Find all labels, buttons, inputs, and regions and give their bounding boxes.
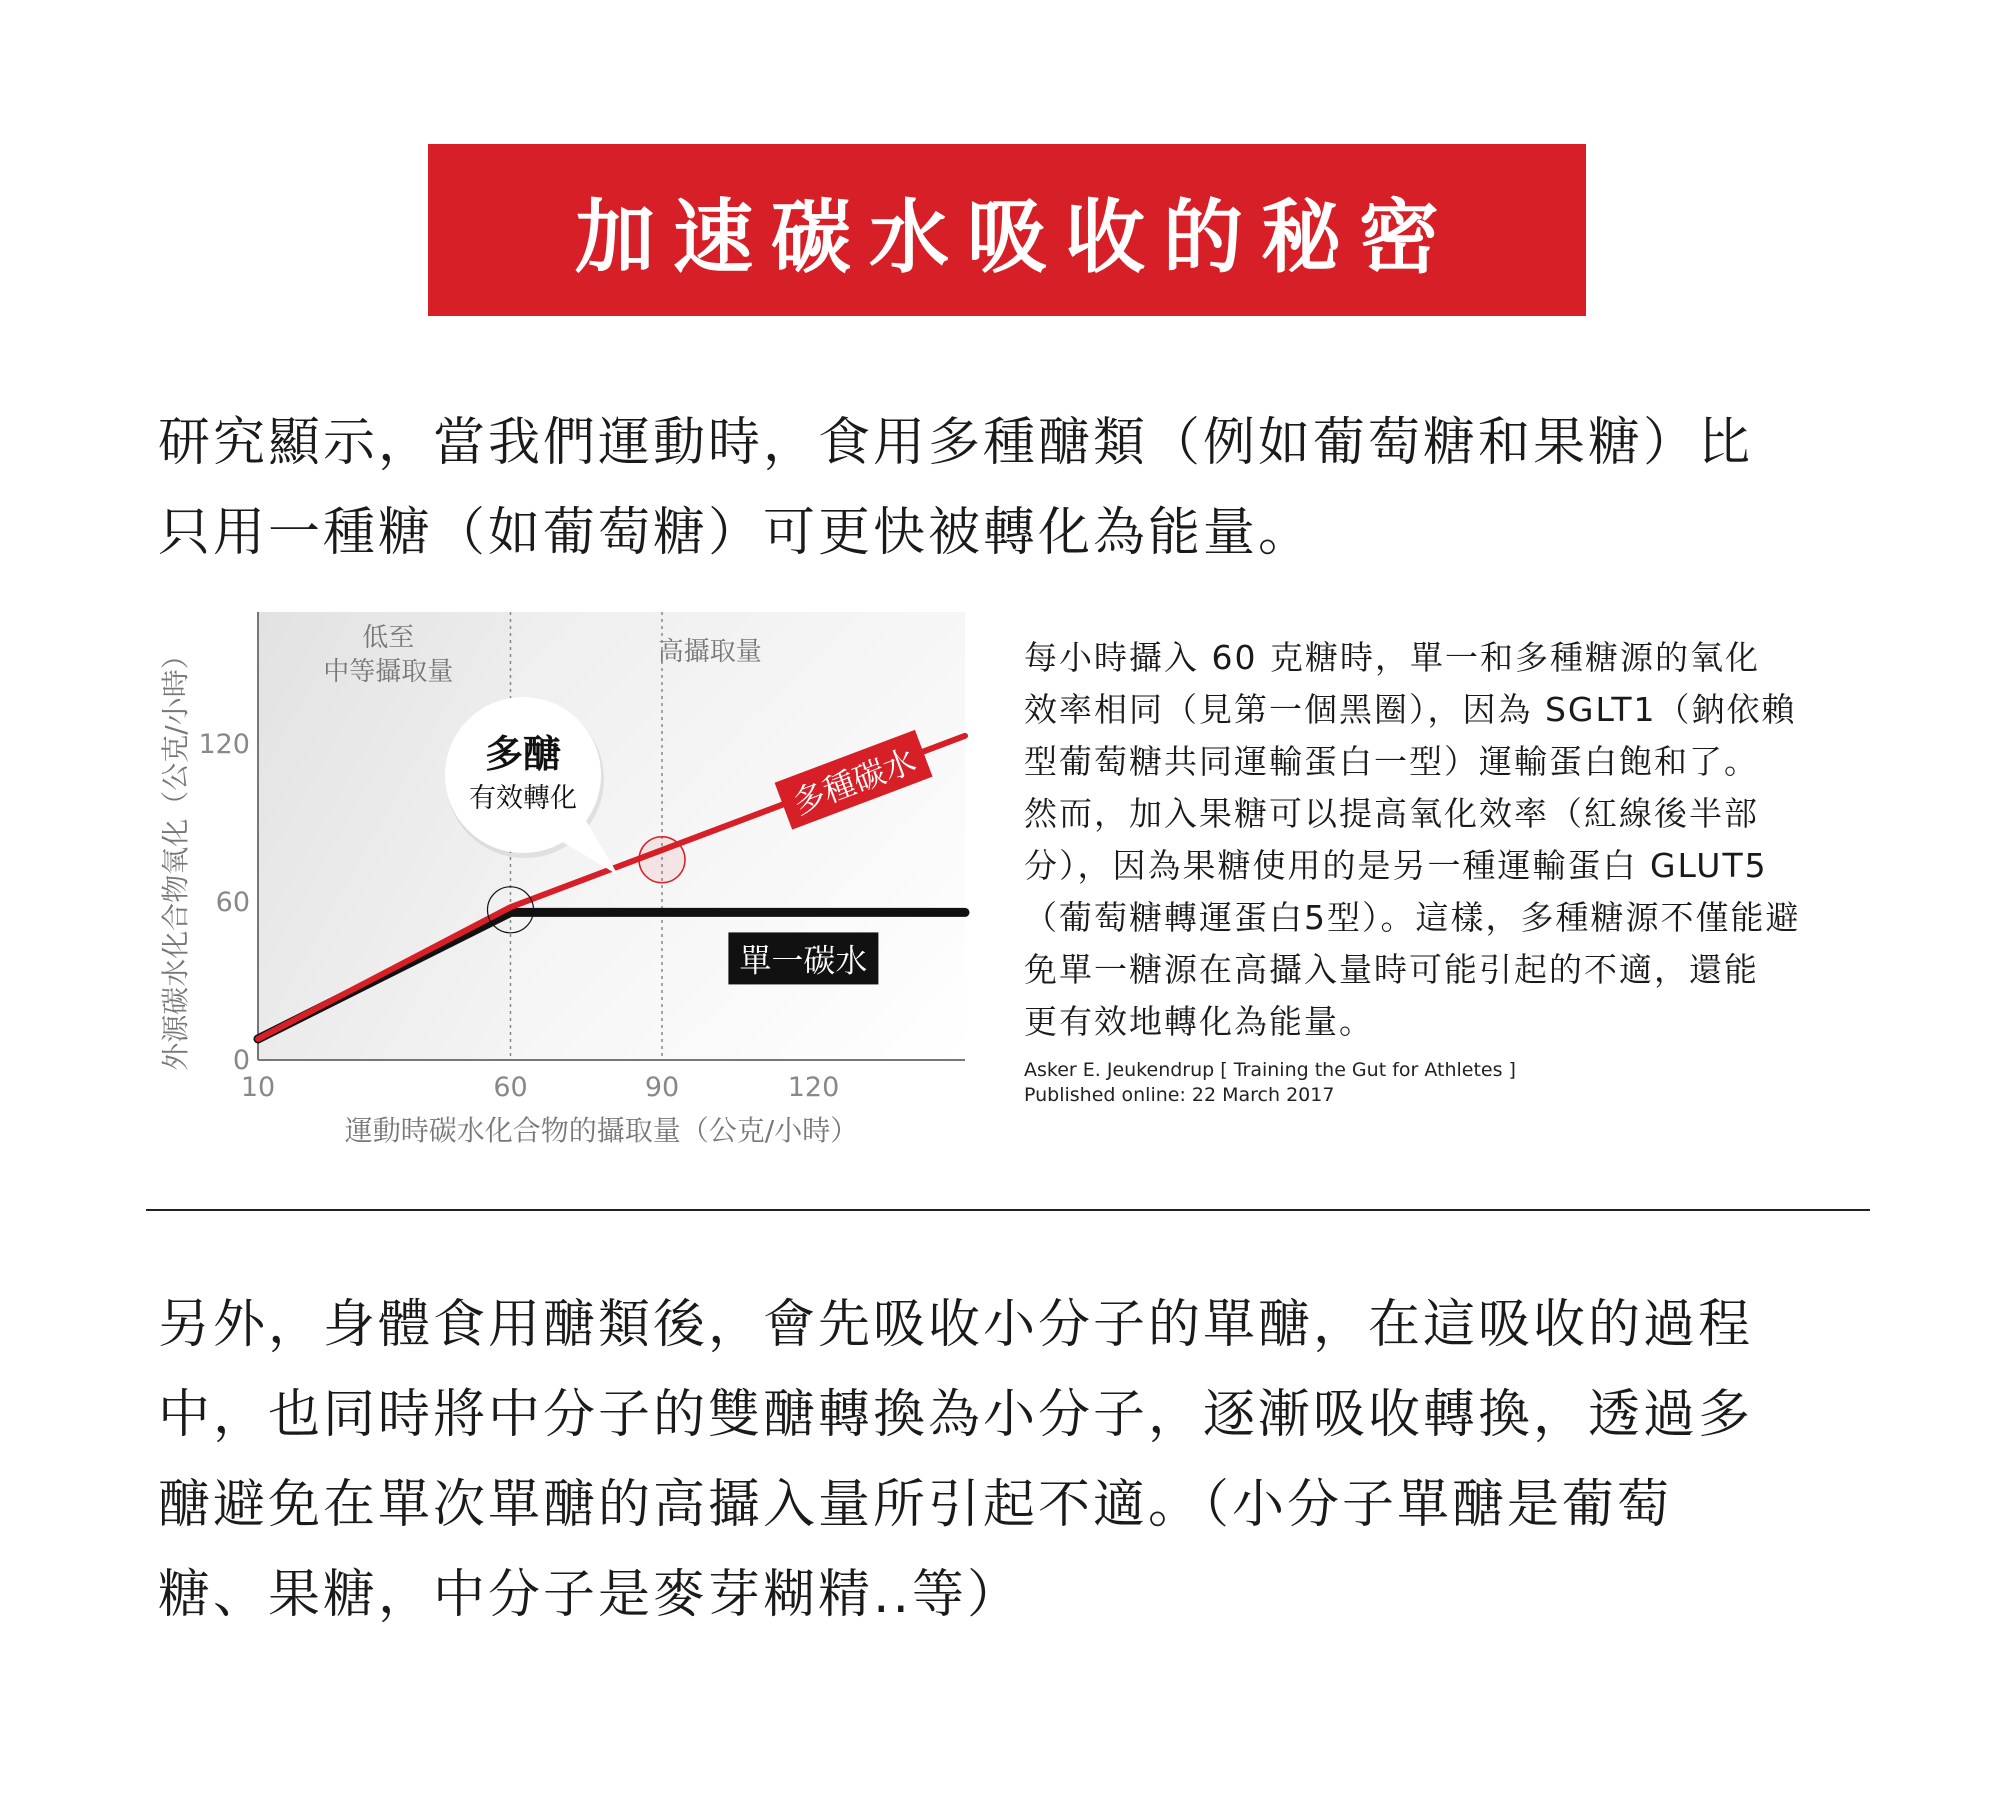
region-label: 低至 <box>362 623 415 653</box>
intro-paragraph <box>158 398 1858 578</box>
chart-svg <box>0 590 1000 1170</box>
x-tick-label: 60 <box>493 1072 528 1103</box>
citation-date: Published online: 22 March 2017 <box>1024 1084 1335 1106</box>
y-tick-label: 120 <box>198 728 250 760</box>
note-line: （葡萄糖轉運蛋白5型）。這樣，多種糖源不僅能避 <box>1024 898 1801 937</box>
y-tick-label: 0 <box>232 1045 250 1076</box>
y-axis-title: 外源碳水化合物氧化（公克/小時） <box>159 641 192 1071</box>
note-line: 型葡萄糖共同運輸蛋白一型）運輸蛋白飽和了。 <box>1024 742 1759 781</box>
x-axis-title: 運動時碳水化合物的攝取量（公克/小時） <box>344 1114 859 1147</box>
x-tick-label: 10 <box>240 1072 276 1103</box>
citation-title: Asker E. Jeukendrup [ Training the Gut for Athletes ] <box>1024 1059 1516 1081</box>
note-line: 分），因為果糖使用的是另一種運輸蛋白 GLUT5 <box>1024 846 1768 885</box>
intro-line: 只用一種糖（如葡萄糖）可更快被轉化為能量。 <box>158 503 1314 563</box>
citation <box>1024 1058 1924 1108</box>
outro-line: 糖、果糖，中分子是麥芽糊精..等） <box>158 1565 1023 1625</box>
note-line: 然而，加入果糖可以提高氧化效率（紅線後半部 <box>1024 794 1759 833</box>
title-banner <box>428 144 1586 316</box>
outro-paragraph <box>158 1280 1918 1640</box>
chart-explanation <box>1024 632 1954 1048</box>
outro-line: 中，也同時將中分子的雙醣轉換為小分子，逐漸吸收轉換，透過多 <box>158 1385 1754 1445</box>
region-label: 高攝取量 <box>657 637 762 667</box>
marker-circle <box>639 837 685 883</box>
outro-line: 另外，身體食用醣類後，會先吸收小分子的單醣，在這吸收的過程 <box>158 1295 1754 1355</box>
x-tick-label: 120 <box>787 1072 840 1103</box>
callout-title: 多醣 <box>484 732 562 776</box>
note-line: 效率相同（見第一個黑圈），因為 SGLT1（鈉依賴 <box>1024 690 1797 729</box>
series-label-text: 多種碳水 <box>787 741 921 822</box>
series-label-single: 單一碳水 <box>739 941 868 980</box>
note-line: 每小時攝入 60 克糖時，單一和多種糖源的氧化 <box>1024 638 1760 677</box>
section-divider <box>146 1209 1870 1211</box>
region-label: 中等攝取量 <box>323 657 454 687</box>
x-tick-label: 90 <box>644 1072 680 1103</box>
page-title: 加速碳水吸收的秘密 <box>575 190 1457 284</box>
y-tick-label: 60 <box>215 886 250 918</box>
oxidation-chart <box>0 590 1000 1170</box>
callout-subtitle: 有效轉化 <box>469 783 577 814</box>
outro-line: 醣避免在單次單醣的高攝入量所引起不適。（小分子單醣是葡萄 <box>158 1475 1673 1535</box>
intro-line: 研究顯示，當我們運動時，食用多種醣類（例如葡萄糖和果糖）比 <box>158 413 1754 473</box>
note-line: 更有效地轉化為能量。 <box>1024 1002 1374 1041</box>
note-line: 免單一糖源在高攝入量時可能引起的不適，還能 <box>1024 950 1759 989</box>
